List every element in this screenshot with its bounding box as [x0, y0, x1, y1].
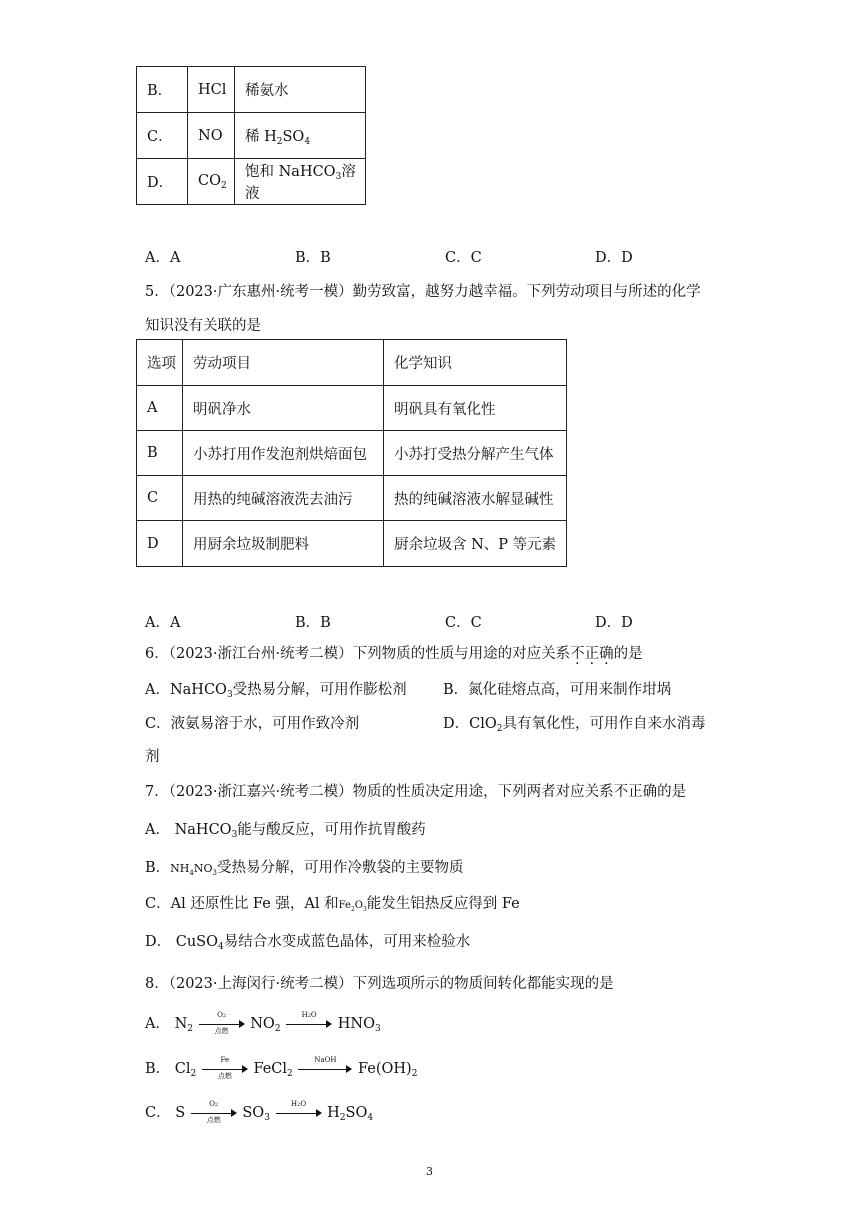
subscript: 2 [220, 180, 227, 191]
arrow-condition-top [191, 1100, 237, 1108]
subscript: 3 [362, 906, 367, 913]
subscript: 3 [212, 869, 217, 877]
q5-table [136, 339, 567, 567]
formula [339, 900, 367, 911]
header-knowledge: 化学知识 [384, 340, 567, 386]
formula: HNO [337, 1016, 375, 1032]
cell: C [137, 476, 183, 521]
cell: 用热的纯碱溶液洗去油污 [183, 476, 384, 521]
q7-option-a[interactable] [145, 818, 426, 840]
option-a[interactable]: A．A [145, 250, 181, 266]
formula: Fe(OH) [358, 1061, 412, 1077]
q5-stem-line2: 知识没有关联的是 [145, 318, 261, 334]
formula: N [174, 1016, 188, 1032]
text: 易结合水变成蓝色晶体，可用来检验水 [223, 934, 471, 950]
subscript: 4 [367, 1113, 374, 1123]
subscript: 2 [276, 136, 283, 147]
condition-text: O [217, 1011, 223, 1019]
option-label: C． [145, 896, 171, 912]
formula-part: NH [170, 862, 190, 875]
subscript: 2 [274, 1024, 281, 1034]
subscript: 3 [375, 1024, 381, 1034]
formula: SO [242, 1105, 265, 1121]
cell: 厨余垃圾含 N、P 等元素 [384, 521, 567, 567]
reaction-arrow-icon [202, 1056, 248, 1080]
row-gas: NO [188, 113, 235, 159]
formula: FeCl [253, 1061, 288, 1077]
header-labor: 劳动项目 [183, 340, 384, 386]
formula: NaHCO [174, 822, 232, 838]
formula: H [327, 1105, 340, 1121]
subscript: 2 [411, 1069, 418, 1079]
option-label: B． [145, 1061, 171, 1077]
stem-text: 的是 [613, 646, 643, 662]
table-row [137, 431, 567, 476]
option-label: C． [145, 1105, 171, 1121]
subscript: 2 [215, 1102, 219, 1108]
q7-option-b[interactable] [145, 856, 463, 877]
emphasis-char: 确 [599, 646, 614, 662]
row-gas [188, 159, 235, 205]
arrow-condition-top [286, 1011, 332, 1019]
reaction-arrow-icon [191, 1100, 237, 1124]
cell: 用厨余垃圾制肥料 [183, 521, 384, 567]
row-gas: HCl [188, 67, 235, 113]
q7-option-d[interactable] [145, 930, 470, 952]
formula-part: Fe [338, 900, 351, 911]
cell: 明矾净水 [183, 386, 384, 431]
q6-option-b[interactable]: B．氮化硅熔点高，可用来制作坩埚 [443, 682, 672, 698]
table-row [137, 67, 366, 113]
subscript: 4 [189, 869, 194, 877]
condition-text: H [291, 1100, 298, 1108]
q5-stem-line1: 5．（2023·广东惠州·统考一模）勤劳致富，越努力越幸福。下列劳动项目与所述的化学 [145, 284, 701, 300]
formula: CuSO [175, 934, 219, 950]
text: D．ClO [443, 716, 497, 732]
formula: NO [250, 1016, 275, 1032]
q6-option-d[interactable] [443, 712, 705, 734]
row-letter: B． [137, 67, 188, 113]
q4-table [136, 66, 366, 205]
option-a[interactable]: A．A [145, 615, 181, 631]
q8-option-a[interactable] [145, 1012, 381, 1034]
cell: 小苏打用作发泡剂烘焙面包 [183, 431, 384, 476]
row-solution [235, 113, 366, 159]
option-b[interactable]: B．B [295, 250, 331, 266]
option-c[interactable]: C．C [445, 250, 482, 266]
arrow-condition-top: Fe [220, 1056, 230, 1064]
text: CO [198, 172, 221, 189]
reaction-arrow-icon [286, 1011, 332, 1031]
option-label: A． [145, 1016, 170, 1032]
option-d[interactable]: D．D [595, 615, 633, 631]
formula: SO [345, 1105, 368, 1121]
option-label: A． [145, 822, 170, 838]
condition-text: H [301, 1011, 308, 1019]
subscript: 4 [304, 136, 311, 147]
option-d[interactable]: D．D [595, 250, 633, 266]
cell: 小苏打受热分解产生气体 [384, 431, 567, 476]
reaction-arrow-icon [298, 1056, 352, 1076]
option-c[interactable]: C．C [445, 615, 482, 631]
subscript: 2 [307, 1013, 311, 1019]
row-solution: 稀氨水 [235, 67, 366, 113]
arrow-condition-top [199, 1011, 245, 1019]
cell: B [137, 431, 183, 476]
subscript: 2 [287, 1069, 293, 1079]
row-letter: D． [137, 159, 188, 205]
row-solution [235, 159, 366, 205]
arrow-condition-top [276, 1100, 322, 1108]
q6-option-a[interactable] [145, 678, 407, 700]
table-row [137, 159, 366, 205]
stem-text: 6．（2023·浙江台州·统考二模）下列物质的性质与用途的对应关系 [145, 646, 571, 662]
page-number: 3 [426, 1165, 433, 1178]
cell: 热的纯碱溶液水解显碱性 [384, 476, 567, 521]
text: A．NaHCO [145, 682, 227, 698]
table-row [137, 113, 366, 159]
emphasis-char: 不 [570, 646, 585, 662]
formula-part: O [354, 900, 363, 911]
subscript: 3 [335, 172, 342, 182]
formula: S [175, 1105, 186, 1121]
cell: 明矾具有氧化性 [384, 386, 567, 431]
text: 能与酸反应，可用作抗胃酸药 [237, 822, 426, 838]
option-label: D． [145, 934, 172, 950]
text: 溶液 [245, 164, 356, 202]
row-letter: C． [137, 113, 188, 159]
subscript: 3 [231, 830, 238, 840]
option-label: B． [145, 860, 171, 876]
q8-stem: 8．（2023·上海闵行·统考二模）下列选项所示的物质间转化都能实现的是 [145, 976, 614, 992]
arrow-condition-bottom: 点燃 [206, 1116, 221, 1124]
subscript: 2 [222, 1013, 227, 1019]
option-b[interactable]: B．B [295, 615, 331, 631]
table-row [137, 521, 567, 567]
arrow-condition-top: NaOH [314, 1056, 337, 1064]
q6-option-c[interactable]: C．液氨易溶于水，可用作致冷剂 [145, 716, 360, 732]
q8-option-b[interactable] [145, 1057, 417, 1079]
cell: A [137, 386, 183, 431]
arrow-condition-bottom: 点燃 [217, 1072, 232, 1080]
subscript: 2 [339, 1113, 346, 1123]
subscript: 2 [496, 724, 503, 734]
condition-text: O [310, 1011, 317, 1019]
reaction-arrow-icon [276, 1100, 322, 1120]
formula-part: NO [193, 862, 213, 875]
text: 受热易分解，可用作膨松剂 [232, 682, 407, 698]
text: 受热易分解，可用作冷敷袋的主要物质 [216, 860, 464, 876]
q7-stem: 7．（2023·浙江嘉兴·统考二模）物质的性质决定用途，下列两者对应关系不正确的是 [145, 784, 687, 800]
formula: Cl [174, 1061, 191, 1077]
q8-option-c[interactable] [145, 1101, 373, 1123]
text: 能发生铝热反应得到 Fe [366, 896, 520, 912]
text: 稀 H [245, 128, 277, 145]
subscript: 4 [218, 942, 224, 952]
subscript: 3 [264, 1113, 270, 1123]
text: Al 还原性比 Fe 强，Al 和 [170, 896, 339, 912]
condition-text: O [300, 1100, 307, 1108]
header-option: 选项 [137, 340, 183, 386]
q7-option-c[interactable] [145, 892, 520, 913]
table-row [137, 386, 567, 431]
subscript: 2 [297, 1102, 301, 1108]
table-header [137, 340, 567, 386]
reaction-arrow-icon [199, 1011, 245, 1035]
q6-option-d-wrap: 剂 [145, 749, 160, 765]
subscript: 2 [187, 1024, 194, 1034]
table-row [137, 476, 567, 521]
condition-text: O [209, 1100, 216, 1108]
cell: D [137, 521, 183, 567]
text: 具有氧化性，可用作自来水消毒 [502, 716, 706, 732]
emphasis-char: 正 [584, 646, 600, 662]
text: SO [282, 128, 305, 145]
subscript: 3 [226, 690, 233, 700]
formula [170, 862, 217, 875]
arrow-condition-bottom: 点燃 [214, 1027, 229, 1035]
text: 饱和 NaHCO [245, 164, 336, 180]
subscript: 2 [190, 1069, 197, 1079]
q6-stem [145, 642, 643, 663]
subscript: 2 [350, 906, 355, 913]
